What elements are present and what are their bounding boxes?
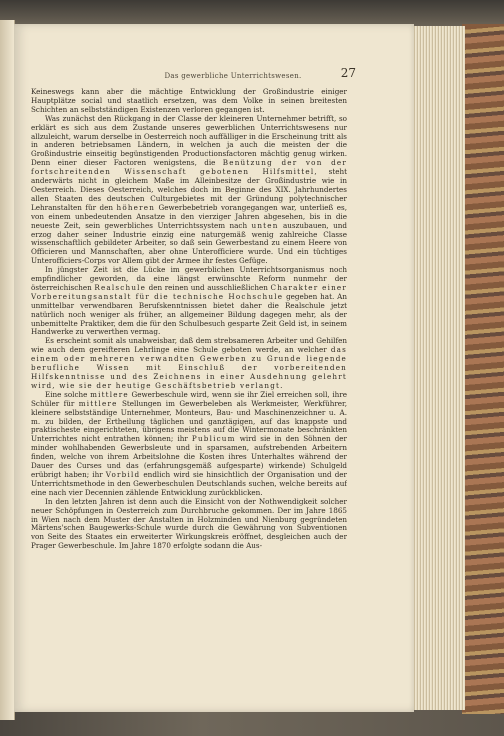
- emphasized-text: unten: [251, 220, 279, 230]
- left-page-edge: [0, 20, 15, 720]
- text-run: Gewerbeschule wird, wenn sie ihr Ziel erreichen soll, ihre Schüler für: [31, 389, 347, 408]
- paragraph: [31, 88, 347, 115]
- emphasized-text: Benützung der von der fortschreitenden Wissenschaft gebotenen Hilfsmittel: [31, 158, 347, 177]
- text-run: endlich wird sie hinsichtlich der Organisation und der Unterrichtsmethode in den Gewerbeschulen Deutschlands suchen, welche bereits auf eine nach vier Decennien zählende Entwicklung zurückblicken.: [31, 469, 347, 497]
- text-run: Was zunächst den Rückgang in der Classe der kleineren Unternehmer betrifft, so erklärt es sich aus dem Zustande unseres gewerblichen Unterrichtswesens nur allzuleicht, warum derselbe in Oesterreich noch auffälliger in die Erscheinung tritt als in anderen betriebsamen Ländern, in welchen ja auch die meisten der die Großindustrie einseitig begünstigenden Productionsfactoren mächtig genug wirken. Denn einer dieser Factoren wenigstens, die: [31, 113, 347, 168]
- emphasized-text: Publicum: [191, 434, 236, 444]
- paragraph: [31, 115, 347, 266]
- paragraph: [31, 391, 347, 498]
- text-run: wird sie in den Söhnen der minder wohlhabenden Gewerbsleute und in sparsamen, aufstrebenden Arbeitern finden, welche von ihrem Arbeitslohne die Kosten ihres Unterhaltes während der Dauer des Curses und das (erfahrungsgemäß aufgesparte) wirkende) Schulgeld erübrigt haben; ihr: [31, 434, 347, 479]
- text-run: In jüngster Zeit ist die Lücke im gewerblichen Unterrichtsorganismus noch empfindlicher geworden, da eine längst erwünschte Reform nunmehr der österreichischen: [31, 265, 347, 292]
- text-run: Gewerbebetrieb vorangegangen war, unterließ es, von einem unbedeutenden Ansatze in den vierziger Jahren abgesehen, bis in die neueste Zeit, sein gewerbliches Unterrichtssystem nach: [31, 202, 347, 230]
- text-run: Es erscheint somit als unabweisbar, daß dem strebsameren Arbeiter und Gehilfen wie auch dem gereifteren Lehrlinge eine Schule geboten werde, an welcher: [31, 336, 347, 355]
- emphasized-text: Realschule: [94, 282, 147, 292]
- text-run: In den letzten Jahren ist denn auch die Einsicht von der Nothwendigkeit solcher neuer Schöpfungen in Oesterreich zum Durchbruche gekommen. Der im Jahre 1865 in Wien nach dem Muster der Anstalten in Holzminden und Nienburg gegründeten Märtens'schen Baugewerks-Schule wurde durch die Gewährung von Subventionen von Seite des Staates ein erweiterter Wirkungskreis eröffnet, desgleichen auch der Prager Gewerbeschule. Im Jahre 1870 erfolgte sodann die Aus-: [31, 496, 347, 551]
- page-number: 27: [340, 66, 356, 80]
- running-title: Das gewerbliche Unterrichtswesen.: [164, 72, 302, 80]
- text-run: den reinen und ausschließlichen: [146, 282, 271, 292]
- text-run: auszubauen, und erzog daher seiner Industrie einzig eine naturgemäß wenig zahlreiche Classe wissenschaftlich gebildeter Arbeiter, so daß sein Gewerbestand zu einem Heere von Officieren und Mannschaften, aber ohne Unterofficiere wurde. Und ein tüchtiges Unterofficiers-Corps vor Allem gibt der Armee ihr festes Gefüge.: [31, 220, 347, 266]
- text-run: Keineswegs kann aber die mächtige Entwicklung der Großindustrie einiger Hauptplätze social und staatlich ersetzen, was dem Volke in seinen breitesten Schichten an selbstständigen Existenzen verloren gegangen ist.: [31, 88, 347, 114]
- text-run: .: [280, 380, 283, 390]
- emphasized-text: Charakter einer Vorbereitungsanstalt für die technische Hochschule: [31, 282, 347, 301]
- paragraph: [31, 498, 347, 551]
- body-text: [31, 88, 347, 700]
- text-run: gegeben hat. An unmittelbar verwendbaren Berufskenntnissen bietet daher die Realschule jetzt natürlich noch weniger als früher, an allgemeiner Bildung dagegen mehr, als der unbemittelte Praktiker, dem die für den Schulbesuch gesparte Zeit Geld ist, in seinem Handwerke zu verwerthen vermag.: [31, 291, 347, 337]
- book-cover-top: [0, 0, 504, 26]
- text-run: Eine solche: [45, 389, 91, 399]
- text-run: , steht anderwärts nicht in gleichem Maße im Alleinbesitze der Großindustrie wie in Oesterreich. Dieses Oesterreich, welches doch im Beginne des XIX. Jahrhundertes allen Staaten des deutschen Culturgebietes mit der Gründung polytechnischer Lehranstalten für den: [31, 167, 347, 212]
- text-run: Stellungen im Gewerbeleben als Werkmeister, Werkführer, kleinere selbstständige Unternehmer, Monteurs, Bau- und Maschinenzeichner u. A. m. zu bilden, der Ertheilung täglichen und ganztägigen, auf das knappste und praktischeste eingerichteten, übrigens meistens auf die Wintermonate beschränkten Unterrichtes nicht entrathen können; ihr: [31, 398, 347, 444]
- paragraph: [31, 266, 347, 337]
- emphasized-text: Vorbild: [105, 469, 141, 479]
- page-stack-edge: [412, 26, 465, 710]
- emphasized-text: mittlere: [78, 398, 118, 408]
- marbled-book-edge: [462, 24, 504, 714]
- paragraph: [31, 337, 347, 390]
- emphasized-text: mittlere: [90, 389, 129, 399]
- emphasized-text: das einem oder mehreren verwandten Gewerben zu Grunde liegende berufliche Wissen mit Einschluß der vorbereitenden Hilfskenntnisse und des Zeichnens in einer Ausdehnung gelehrt wird, wie sie der heutige Geschäftsbetrieb verlangt: [31, 345, 347, 390]
- emphasized-text: höheren: [116, 202, 156, 212]
